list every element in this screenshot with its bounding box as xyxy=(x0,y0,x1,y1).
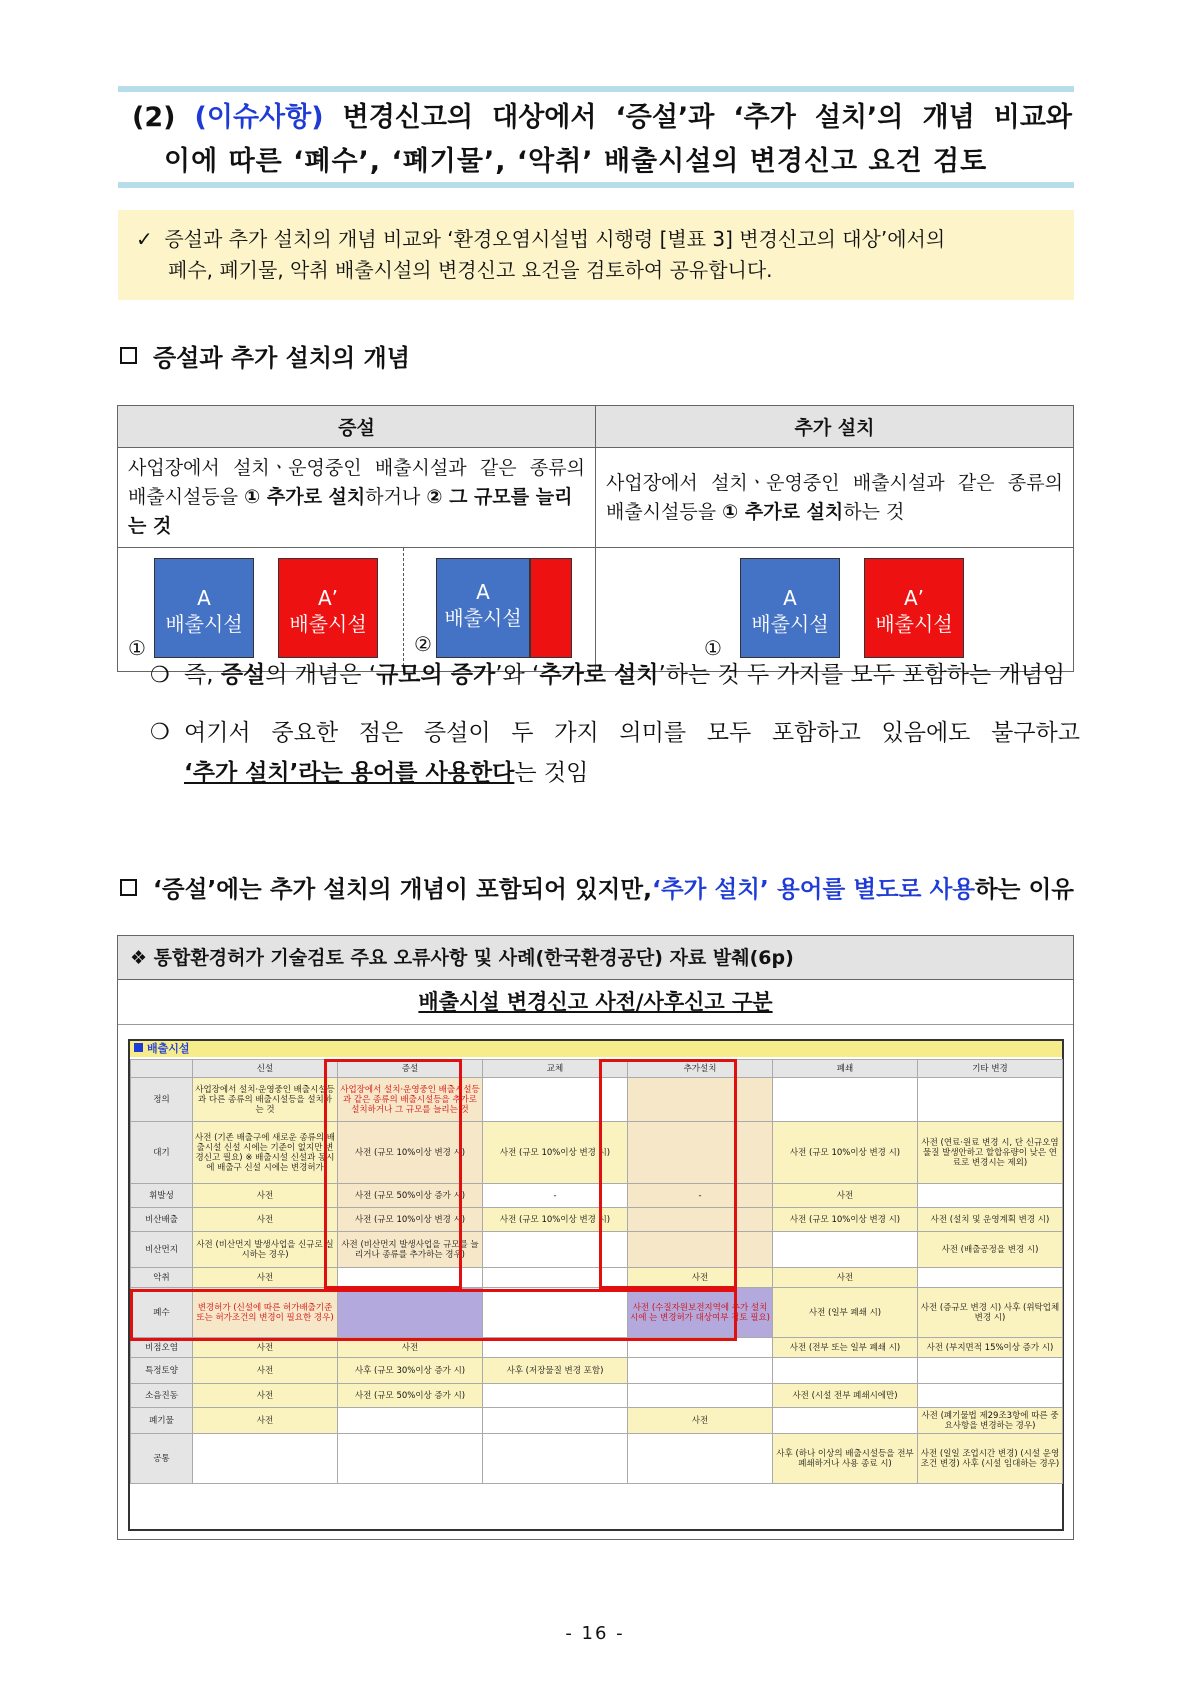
facility-a-prime-box xyxy=(864,558,964,658)
table-cell: 사전 xyxy=(193,1358,338,1384)
box-label: A’ xyxy=(903,586,925,610)
table-cell: 사전 xyxy=(338,1338,483,1358)
row-label: 특정토양 xyxy=(131,1358,193,1384)
table-cell: 사전 (기존 배출구에 새로운 종류의 배출시설 신설 시에는 기준이 없지만 변경신고 필요) ※ 배출시설 신설과 동시에 배출구 신설 시에는 변경허가 xyxy=(193,1122,338,1184)
table-cell: 사전 xyxy=(193,1408,338,1434)
box-label: A’ xyxy=(317,586,339,610)
excerpt-subtitle xyxy=(118,980,1073,1025)
table-cell: 사후 (규모 30%이상 증가 시) xyxy=(338,1358,483,1384)
table-cell xyxy=(918,1184,1063,1208)
table-cell xyxy=(773,1408,918,1434)
table-cell: 사전 (증규모 변경 시) 사후 (위탁업체 변경 시) xyxy=(918,1288,1063,1338)
def-bold: ① 추가로 설치 xyxy=(722,500,844,523)
table-cell: 사전 xyxy=(628,1408,773,1434)
section-title-reason xyxy=(120,870,1074,904)
table-cell xyxy=(483,1434,628,1484)
col-header: 신설 xyxy=(193,1060,338,1078)
table-cell xyxy=(918,1358,1063,1384)
heading-word: 대상에서 xyxy=(492,102,597,133)
table-cell: - xyxy=(628,1184,773,1208)
table-row xyxy=(131,1122,1063,1184)
table-cell: 사전 xyxy=(773,1184,918,1208)
col-header: 교체 xyxy=(483,1060,628,1078)
table-cell xyxy=(918,1078,1063,1122)
heading-rule-bottom xyxy=(118,182,1074,188)
table-cell xyxy=(483,1408,628,1434)
table-cell: 사전 (규모 10%이상 변경 시) xyxy=(773,1122,918,1184)
table-cell xyxy=(918,1268,1063,1288)
table-cell xyxy=(338,1268,483,1288)
table-cell xyxy=(483,1268,628,1288)
table-cell xyxy=(628,1078,773,1122)
table-cell xyxy=(193,1434,338,1484)
table-cell: 사전 (시설 전부 폐쇄시에만) xyxy=(773,1384,918,1408)
table-cell xyxy=(483,1384,628,1408)
table-cell xyxy=(628,1122,773,1184)
col-header xyxy=(131,1060,193,1078)
bullet-point-1 xyxy=(150,655,1065,696)
circle-bullet-icon: ❍ xyxy=(150,720,170,745)
bullet-point-2 xyxy=(150,713,1080,793)
row-label: 비산배출 xyxy=(131,1208,193,1232)
table-row xyxy=(131,1408,1063,1434)
table-cell xyxy=(483,1288,628,1338)
table-cell xyxy=(338,1408,483,1434)
summary-notice xyxy=(118,210,1074,300)
table-cell: 사전 (전부 또는 일부 폐쇄 시) xyxy=(773,1338,918,1358)
text-bold: 추가로 설치 xyxy=(539,662,659,688)
def-text: 하는 것 xyxy=(843,500,905,523)
col-header-additional: 추가 설치 xyxy=(596,406,1074,448)
table-row xyxy=(131,1232,1063,1268)
box-label: A xyxy=(476,580,490,604)
table-cell: 사전 (규모 10%이상 변경 시) xyxy=(338,1122,483,1184)
text: 의 개념은 ‘ xyxy=(265,662,377,688)
def-bold: ② 그 규모를 늘리는 것 xyxy=(128,486,573,537)
col-header: 추가설치 xyxy=(628,1060,773,1078)
box-label: 배출시설 xyxy=(444,606,522,630)
table-row xyxy=(131,1288,1063,1338)
table-cell: 사후 (하나 이상의 배출시설등을 전부 폐쇄하거나 사용 종료 시) xyxy=(773,1434,918,1484)
row-label: 폐기물 xyxy=(131,1408,193,1434)
square-icon xyxy=(134,1043,143,1052)
notice-line1: 증설과 추가 설치의 개념 비교와 ‘환경오염시설법 시행령 [별표 3] 변경신고의 대상’에서의 xyxy=(164,227,946,251)
table-cell xyxy=(773,1358,918,1384)
col-header: 폐쇄 xyxy=(773,1060,918,1078)
heading-tag: (이슈사항) xyxy=(194,102,324,133)
table-cell: 사전 xyxy=(193,1338,338,1358)
row-label: 소음진동 xyxy=(131,1384,193,1408)
table-cell xyxy=(338,1288,483,1338)
text: ’와 ‘ xyxy=(495,662,540,688)
expansion-increment-box xyxy=(530,558,572,658)
table-cell: 사전 (규모 50%이상 증가 시) xyxy=(338,1184,483,1208)
table-cell: 사전 (비산먼지 발생사업을 신규로 실시하는 경우) xyxy=(193,1232,338,1268)
table-cell: 사전 (규모 10%이상 변경 시) xyxy=(773,1208,918,1232)
row-label: 악취 xyxy=(131,1268,193,1288)
table-cell xyxy=(338,1434,483,1484)
heading-word: 개념 xyxy=(922,102,975,133)
table-cell: 사전 (규모 10%이상 변경 시) xyxy=(483,1122,628,1184)
table-row xyxy=(131,1078,1063,1122)
circle-number: ② xyxy=(414,632,432,656)
col-header: 증설 xyxy=(338,1060,483,1078)
heading-word: 비교와 xyxy=(993,102,1072,133)
table-cell: 사전 (연료·원료 변경 시, 단 신규오염물질 발생안하고 할합유량이 낮은 연료로 변경시는 제외) xyxy=(918,1122,1063,1184)
table-cell xyxy=(773,1232,918,1268)
facility-change-table xyxy=(130,1059,1063,1484)
section2-text: ‘증설’에는 추가 설치의 개념이 포함되어 있지만, xyxy=(153,875,653,903)
table-cell: 사전 (폐기물법 제29조3항에 따른 중요사항을 변경하는 경우) xyxy=(918,1408,1063,1434)
def-text: 배출시설등을 xyxy=(606,500,723,523)
def-bold: ① 추가로 설치 xyxy=(244,486,366,508)
facility-change-table-image xyxy=(128,1039,1064,1531)
table-cell: 사전 (배출공정을 변경 시) xyxy=(918,1232,1063,1268)
check-icon: ✓ xyxy=(136,227,153,251)
table-cell: 사업장에서 설치·운영중인 배출시설등과 다른 종류의 배출시설등을 설치하는 것 xyxy=(193,1078,338,1122)
excerpt-subtitle-text: 배출시설 변경신고 사전/사후신고 구분 xyxy=(418,990,773,1014)
table-cell: - xyxy=(483,1184,628,1208)
box-label: A xyxy=(197,586,211,610)
page-number: - 16 - xyxy=(565,1623,625,1644)
table-cell: 사전 xyxy=(193,1384,338,1408)
table-cell xyxy=(628,1338,773,1358)
excerpt-header xyxy=(118,936,1073,980)
table-row xyxy=(131,1384,1063,1408)
table-cell xyxy=(628,1358,773,1384)
col-header-expansion: 증설 xyxy=(118,406,596,448)
dashed-divider xyxy=(403,548,404,671)
table-cell: 사전 xyxy=(773,1268,918,1288)
table-cell: 사전 xyxy=(193,1208,338,1232)
table-cell: 사전 xyxy=(628,1268,773,1288)
table-cell: 사전 xyxy=(193,1184,338,1208)
text-bold-underline: ‘추가 설치’라는 용어를 사용한다 xyxy=(184,760,515,786)
section-title-concept xyxy=(120,338,410,373)
table-cell: 사업장에서 설치·운영중인 배출시설등과 같은 종류의 배출시설등을 추가로 설치하거나 그 규모를 늘리는 것 xyxy=(338,1078,483,1122)
facility-a-prime-box xyxy=(278,558,378,658)
table-header-row xyxy=(131,1060,1063,1078)
text: 는 것임 xyxy=(514,760,589,786)
text: 즉, xyxy=(184,662,221,688)
table-cell xyxy=(773,1078,918,1122)
table-cell: 사후 (저장물질 변경 포함) xyxy=(483,1358,628,1384)
expansion-def-line1: 사업장에서 설치ㆍ운영중인 배출시설과 같은 종류의 xyxy=(128,457,585,479)
text: ’하는 것 두 가지를 모두 포함하는 개념임 xyxy=(658,662,1066,688)
table-cell xyxy=(483,1078,628,1122)
text-bold: 규모의 증가 xyxy=(376,662,496,688)
circle-number: ① xyxy=(128,636,146,660)
diamond-bullet-icon: ❖ xyxy=(130,947,148,969)
heading-number: (2) xyxy=(132,102,176,133)
expansion-definition xyxy=(118,448,596,548)
table-cell: 사전 (규모 50%이상 증가 시) xyxy=(338,1384,483,1408)
row-label: 공통 xyxy=(131,1434,193,1484)
row-label: 폐수 xyxy=(131,1288,193,1338)
table-cell: 사전 (일부 폐쇄 시) xyxy=(773,1288,918,1338)
table-row xyxy=(131,1358,1063,1384)
table-title: 배출시설 xyxy=(147,1042,190,1055)
facility-a-box xyxy=(740,558,840,658)
box-label: A xyxy=(783,586,797,610)
expansion-figure xyxy=(118,548,596,672)
def-text: 배출시설등을 xyxy=(128,486,245,508)
heading-line2: 이에 따른 ‘폐수’, ‘폐기물’, ‘악취’ 배출시설의 변경신고 요건 검토 xyxy=(164,146,988,177)
box-label: 배출시설 xyxy=(165,612,243,636)
def-text: 하거나 xyxy=(365,486,427,508)
table-cell xyxy=(628,1434,773,1484)
square-bullet-icon xyxy=(120,347,137,364)
table-cell: 사전 (규모 10%이상 변경 시) xyxy=(483,1208,628,1232)
box-label: 배출시설 xyxy=(751,612,829,636)
section2-highlight: ‘추가 설치’ 용어를 별도로 사용 xyxy=(652,875,976,903)
table-row xyxy=(131,1184,1063,1208)
row-label: 비점오염 xyxy=(131,1338,193,1358)
table-row xyxy=(131,1268,1063,1288)
section-heading xyxy=(132,96,1072,184)
heading-word: 설치’의 xyxy=(814,102,904,133)
table-cell: 사전 xyxy=(193,1268,338,1288)
additional-figure xyxy=(596,548,1074,672)
heading-word: ‘추가 xyxy=(733,102,796,133)
section1-title: 증설과 추가 설치의 개념 xyxy=(153,344,410,372)
excerpt-box xyxy=(117,935,1074,1540)
notice-line2: 폐수, 폐기물, 악취 배출시설의 변경신고 요건을 검토하여 공유합니다. xyxy=(168,258,773,282)
section2-text: 하는 이유 xyxy=(975,875,1075,903)
table-cell: 사전 (규모 10%이상 변경 시) xyxy=(338,1208,483,1232)
table-cell: 사전 (설치 및 운영계획 변경 시) xyxy=(918,1208,1063,1232)
table-title-bar xyxy=(130,1041,1062,1057)
table-row xyxy=(131,1338,1063,1358)
col-header: 기타 변경 xyxy=(918,1060,1063,1078)
additional-def-line1: 사업장에서 설치ㆍ운영중인 배출시설과 같은 종류의 xyxy=(606,471,1063,494)
heading-rule-top xyxy=(118,86,1074,92)
facility-a-box xyxy=(436,558,530,658)
table-row xyxy=(131,1208,1063,1232)
circle-number: ① xyxy=(704,636,722,660)
table-cell: 사전 (수질자원보전지역에 추가 설치시에 는 변경허가 대상여부 검토 필요) xyxy=(628,1288,773,1338)
table-cell: 사전 (부지면적 15%이상 증가 시) xyxy=(918,1338,1063,1358)
row-label: 비산먼지 xyxy=(131,1232,193,1268)
table-cell: 변경허가 (신설에 따른 허가배출기준 또는 허가조건의 변경이 필요한 경우) xyxy=(193,1288,338,1338)
box-label: 배출시설 xyxy=(289,612,367,636)
additional-definition xyxy=(596,448,1074,548)
table-cell: 사전 (비산먼지 발생사업을 규모를 늘리거나 종류를 추가하는 경우) xyxy=(338,1232,483,1268)
box-label: 배출시설 xyxy=(875,612,953,636)
facility-a-box xyxy=(154,558,254,658)
heading-word: ‘증설’과 xyxy=(615,102,715,133)
heading-word: 변경신고의 xyxy=(342,102,474,133)
excerpt-header-text: 통합환경허가 기술검토 주요 오류사항 및 사례(한국환경공단) 자료 발췌(6p) xyxy=(153,947,794,969)
table-row xyxy=(131,1434,1063,1484)
table-cell: 사전 (일일 조업시간 변경) (시설 운영조건 변경) 사후 (시설 임대하는 경우) xyxy=(918,1434,1063,1484)
text-bold: 증설 xyxy=(220,662,266,688)
table-cell xyxy=(483,1232,628,1268)
square-bullet-icon xyxy=(120,879,137,896)
row-label: 대기 xyxy=(131,1122,193,1184)
table-cell xyxy=(628,1232,773,1268)
row-label: 정의 xyxy=(131,1078,193,1122)
table-cell xyxy=(628,1384,773,1408)
table-cell xyxy=(918,1384,1063,1408)
concept-table xyxy=(117,405,1074,672)
text: 여기서 중요한 점은 증설이 두 가지 의미를 모두 포함하고 있음에도 불구하고 xyxy=(184,720,1080,746)
row-label: 휘발성 xyxy=(131,1184,193,1208)
circle-bullet-icon: ❍ xyxy=(150,663,170,688)
table-cell xyxy=(483,1338,628,1358)
table-cell xyxy=(628,1208,773,1232)
